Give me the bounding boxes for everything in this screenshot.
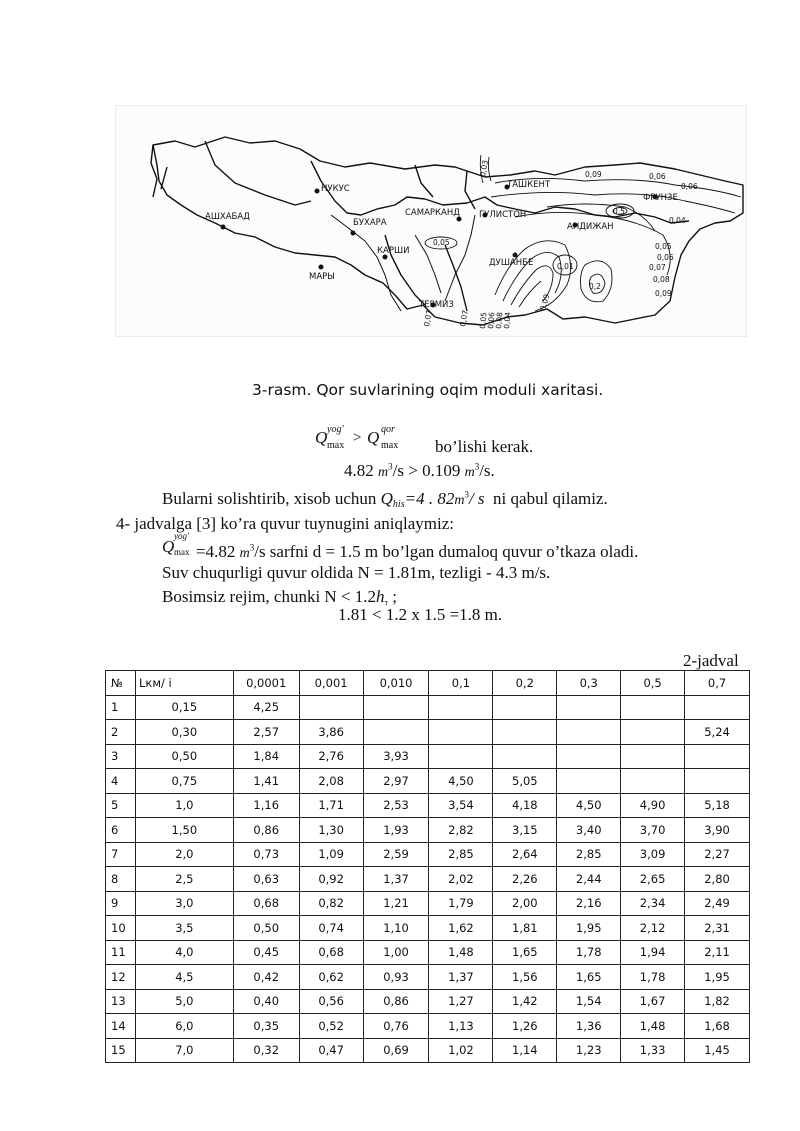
table-cell: 2,31: [685, 916, 750, 941]
table-row: [106, 965, 750, 990]
table-cell: 2,12: [621, 916, 685, 941]
table-cell: 2,59: [363, 842, 429, 867]
table-cell: [557, 695, 621, 720]
table-cell: 1,48: [621, 1014, 685, 1039]
table-cell: 0,68: [299, 940, 363, 965]
table-header-cell: 0,1: [429, 671, 493, 696]
map-city-label: КАРШИ: [377, 246, 410, 256]
table-cell: 1: [106, 695, 136, 720]
figure-caption: 3-rasm. Qor suvlarining oqim moduli xaritasi.: [252, 381, 604, 399]
table-cell: 8: [106, 867, 136, 892]
table-cell: 1,62: [429, 916, 493, 941]
table-cell: 1,78: [621, 965, 685, 990]
formula-sub-right: max: [381, 440, 399, 451]
formula-comparison: [315, 424, 445, 454]
jadval-line: 4- jadvalga [3] ko’ra quvur tuynugini aniqlaymiz:: [116, 514, 455, 533]
table-cell: 1,84: [233, 744, 299, 769]
table-cell: 0,92: [299, 867, 363, 892]
formula-sub-left: max: [327, 440, 345, 451]
table-cell: [557, 744, 621, 769]
isoline-label: 0,2: [589, 282, 601, 291]
table-cell: 4,50: [429, 769, 493, 794]
table-cell: 1,00: [363, 940, 429, 965]
map-city-label: ДУШАНБЕ: [489, 258, 534, 268]
table-row: [106, 793, 750, 818]
table-cell: 3,70: [621, 818, 685, 843]
table-cell: 7: [106, 842, 136, 867]
flow-line: Q yog' max =4.82 $m^3/s$ sarfni d = 1.5 m bo’lgan dumaloq quvur o’tkaza oladi.: [162, 531, 639, 561]
table-cell: 1,23: [557, 1038, 621, 1063]
unit-rest: /s: [392, 461, 404, 480]
table-cell: 1,37: [429, 965, 493, 990]
table-cell: 1,71: [299, 793, 363, 818]
table-cell: 4,5: [135, 965, 233, 990]
value-b: 0.109: [422, 461, 461, 480]
table-row: [106, 1014, 750, 1039]
table-cell: 5: [106, 793, 136, 818]
table-cell: 2,02: [429, 867, 493, 892]
map-city-label: АШХАБАД: [205, 212, 250, 222]
table-cell: 2,65: [621, 867, 685, 892]
table-cell: [621, 769, 685, 794]
comparison-line: 4.82 $m^3/s > 0.109$ $m^3/s$.: [344, 461, 495, 480]
isoline-label: 0,06: [486, 311, 497, 330]
table-cell: 12: [106, 965, 136, 990]
table-cell: 1,42: [493, 989, 557, 1014]
table-cell: 2,85: [557, 842, 621, 867]
value-a: 4.82: [344, 461, 374, 480]
table-cell: 4,0: [135, 940, 233, 965]
table-cell: 0,62: [299, 965, 363, 990]
map-city-label: АНДИЖАН: [567, 222, 614, 232]
table-cell: 3,40: [557, 818, 621, 843]
map-city-label: НУКУС: [321, 184, 350, 194]
table-cell: 0,56: [299, 989, 363, 1014]
isoline-label: 0,03: [478, 159, 490, 178]
table-cell: 1,21: [363, 891, 429, 916]
table-cell: [557, 720, 621, 745]
table-cell: 2,57: [233, 720, 299, 745]
text-before: Bularni solishtirib, xisob uchun: [162, 489, 377, 508]
isoline-label: 0,5: [613, 207, 625, 216]
table-cell: 11: [106, 940, 136, 965]
isoline-label: 0,05: [655, 242, 672, 251]
table-cell: 0,40: [233, 989, 299, 1014]
table-cell: 0,50: [233, 916, 299, 941]
snowmelt-runoff-map: [115, 105, 747, 337]
table-cell: 3,5: [135, 916, 233, 941]
table-cell: 0,30: [135, 720, 233, 745]
table-cell: 0,15: [135, 695, 233, 720]
table-cell: 1,67: [621, 989, 685, 1014]
table-header-cell: 0,5: [621, 671, 685, 696]
table-cell: 1,79: [429, 891, 493, 916]
table-cell: 1,48: [429, 940, 493, 965]
table-cell: [621, 720, 685, 745]
table-row: [106, 916, 750, 941]
table-row: [106, 842, 750, 867]
q-his: Qhis: [380, 489, 405, 510]
table-cell: 1,68: [685, 1014, 750, 1039]
table-cell: 0,82: [299, 891, 363, 916]
formula-tail-text: bo’lishi kerak.: [435, 437, 534, 456]
isoline-label: 0,09: [585, 170, 602, 179]
q-his-value: =4 . 82: [404, 489, 455, 508]
table-cell: 0,76: [363, 1014, 429, 1039]
table-cell: 13: [106, 989, 136, 1014]
unit-rest: / s: [468, 489, 485, 508]
table-row: [106, 818, 750, 843]
table-cell: 6,0: [135, 1014, 233, 1039]
isoline-label: 0,07: [649, 263, 666, 272]
table-cell: 1,09: [299, 842, 363, 867]
table-cell: 1,54: [557, 989, 621, 1014]
map-city-label: ФРУНЗЕ: [643, 193, 678, 203]
isoline-label: 0,06: [649, 172, 666, 181]
table-header-cell: 0,7: [685, 671, 750, 696]
table-cell: 2,26: [493, 867, 557, 892]
table-cell: 1,14: [493, 1038, 557, 1063]
table-cell: 2,34: [621, 891, 685, 916]
isoline-label: 0,06: [657, 253, 674, 262]
table-cell: 1,30: [299, 818, 363, 843]
table-cell: 3,86: [299, 720, 363, 745]
table-cell: 0,35: [233, 1014, 299, 1039]
table-cell: 5,24: [685, 720, 750, 745]
table-cell: [429, 695, 493, 720]
flow-value: =4.82: [196, 542, 236, 561]
table-cell: 1,65: [557, 965, 621, 990]
flow-rest: /s sarfni d = 1.5 m bo’lgan dumaloq quvur o’tkaza oladi.: [254, 542, 639, 561]
table-cell: 0,52: [299, 1014, 363, 1039]
table-header-cell: 0,001: [299, 671, 363, 696]
table-cell: [363, 720, 429, 745]
table-label: 2-jadval: [683, 651, 739, 670]
table-cell: 2,82: [429, 818, 493, 843]
table-cell: 1,50: [135, 818, 233, 843]
table-row: [106, 720, 750, 745]
table-cell: 1,37: [363, 867, 429, 892]
table-cell: 2,85: [429, 842, 493, 867]
table-cell: 0,86: [363, 989, 429, 1014]
table-cell: 2,5: [135, 867, 233, 892]
map-city-label: ГУЛИСТОН: [479, 210, 527, 220]
table-header-cell: 0,3: [557, 671, 621, 696]
table-cell: [685, 695, 750, 720]
table-cell: [621, 695, 685, 720]
table-cell: 0,42: [233, 965, 299, 990]
solishtirib-line: Bularni solishtirib, xisob uchun Qhis=4 . $82m^3/$ s ni qabul qilamiz.: [162, 489, 608, 510]
isoline-label: 0,07: [458, 309, 470, 328]
table-row: [106, 695, 750, 720]
table-cell: 1,81: [493, 916, 557, 941]
table-cell: 0,73: [233, 842, 299, 867]
table-header-cell: Lкм/ i: [135, 671, 233, 696]
table-cell: 1,0: [135, 793, 233, 818]
table-cell: 1,45: [685, 1038, 750, 1063]
table-cell: 1,65: [493, 940, 557, 965]
table-cell: [493, 744, 557, 769]
table-cell: 2,97: [363, 769, 429, 794]
formula-operator: >: [353, 430, 362, 446]
table-cell: 1,02: [429, 1038, 493, 1063]
isoline-label: 0,08: [653, 275, 670, 284]
table-header-cell: 0,010: [363, 671, 429, 696]
isoline-label: 0,04: [502, 311, 513, 330]
table-cell: 3,15: [493, 818, 557, 843]
table-cell: 1,27: [429, 989, 493, 1014]
table-row: [106, 1038, 750, 1063]
table-cell: [621, 744, 685, 769]
table-cell: 2,08: [299, 769, 363, 794]
map-city-label: ТАШКЕНТ: [507, 180, 551, 190]
table-cell: 3,09: [621, 842, 685, 867]
table-cell: 5,0: [135, 989, 233, 1014]
unit-m: m: [239, 546, 250, 561]
table-cell: 2,16: [557, 891, 621, 916]
formula-q-right: Q: [367, 428, 380, 447]
table-row: [106, 891, 750, 916]
table-header-row: [106, 671, 750, 696]
table-cell: 7,0: [135, 1038, 233, 1063]
table-cell: 0,74: [299, 916, 363, 941]
table-cell: 1,26: [493, 1014, 557, 1039]
table-cell: 2,27: [685, 842, 750, 867]
table-cell: 3,90: [685, 818, 750, 843]
table-cell: 1,93: [363, 818, 429, 843]
table-header-cell: 0,0001: [233, 671, 299, 696]
isoline-label: 0,05: [433, 238, 450, 247]
table-cell: [557, 769, 621, 794]
table-cell: 0,69: [363, 1038, 429, 1063]
table-cell: 2: [106, 720, 136, 745]
table-cell: 1,16: [233, 793, 299, 818]
table-cell: 5,18: [685, 793, 750, 818]
table-cell: 2,80: [685, 867, 750, 892]
unit-m: m: [378, 465, 389, 480]
table-cell: 1,95: [685, 965, 750, 990]
table-cell: 6: [106, 818, 136, 843]
isoline-label: 0,06: [681, 182, 698, 191]
h-symbol: h: [376, 587, 385, 606]
formula-q-left: Q: [315, 428, 328, 447]
table-cell: [429, 744, 493, 769]
text-after: ni qabul qilamiz.: [493, 489, 608, 508]
table-row: [106, 769, 750, 794]
check-line: 1.81 < 1.2 x 1.5 =1.8 m.: [338, 605, 503, 624]
map-city-label: САМАРКАНД: [405, 208, 460, 218]
table-cell: 0,68: [233, 891, 299, 916]
map-city-label: БУХАРА: [353, 218, 387, 228]
isoline-label: 0,09: [655, 289, 672, 298]
table-cell: 0,47: [299, 1038, 363, 1063]
table-cell: 1,41: [233, 769, 299, 794]
table-cell: 1,33: [621, 1038, 685, 1063]
table-cell: 0,75: [135, 769, 233, 794]
table-cell: 2,76: [299, 744, 363, 769]
table-cell: 1,13: [429, 1014, 493, 1039]
table-cell: 1,95: [557, 916, 621, 941]
unit-m: m: [454, 493, 465, 508]
table-cell: 14: [106, 1014, 136, 1039]
table-cell: 4,25: [233, 695, 299, 720]
isoline-label: 0,01: [557, 262, 574, 271]
formula-sup-left: yog': [327, 424, 344, 435]
table-row: [106, 989, 750, 1014]
unit-m: m: [464, 465, 475, 480]
isoline-label: 0,07: [422, 309, 434, 328]
isoline-label: 0,05: [478, 311, 489, 330]
table-cell: 0,93: [363, 965, 429, 990]
table-row: [106, 940, 750, 965]
map-city-label: ТЕРМИЗ: [419, 300, 454, 310]
table-cell: 4,50: [557, 793, 621, 818]
table-cell: 4,18: [493, 793, 557, 818]
table-cell: 2,44: [557, 867, 621, 892]
table-cell: 4,90: [621, 793, 685, 818]
table-cell: 1,82: [685, 989, 750, 1014]
table-cell: 3,0: [135, 891, 233, 916]
regime-line: Bosimsiz rejim, chunki N < 1.2hт ;: [162, 587, 398, 607]
table-cell: 5,05: [493, 769, 557, 794]
table-cell: 1,94: [621, 940, 685, 965]
unit-rest: /s: [479, 461, 491, 480]
table-cell: 1,10: [363, 916, 429, 941]
table-cell: 2,0: [135, 842, 233, 867]
table-cell: 2,64: [493, 842, 557, 867]
table-cell: [685, 744, 750, 769]
table-cell: 3: [106, 744, 136, 769]
table-cell: 1,36: [557, 1014, 621, 1039]
table-row: [106, 867, 750, 892]
table-cell: 3,93: [363, 744, 429, 769]
table-cell: 1,56: [493, 965, 557, 990]
data-table: [105, 670, 750, 1063]
formula-sup-right: qor: [381, 424, 395, 435]
isoline-label: 0,09: [538, 293, 552, 312]
table-cell: 1,78: [557, 940, 621, 965]
depth-line: Suv chuqurligi quvur oldida N = 1.81m, tezligi - 4.3 m/s.: [162, 563, 551, 582]
table-cell: 0,50: [135, 744, 233, 769]
table-cell: 9: [106, 891, 136, 916]
table-cell: 15: [106, 1038, 136, 1063]
table-header-cell: 0,2: [493, 671, 557, 696]
table-cell: 10: [106, 916, 136, 941]
table-cell: 2,49: [685, 891, 750, 916]
table-cell: [429, 720, 493, 745]
table-cell: 2,11: [685, 940, 750, 965]
isoline-label: 0,04: [669, 216, 686, 225]
table-cell: 0,45: [233, 940, 299, 965]
table-cell: [493, 720, 557, 745]
table-cell: 4: [106, 769, 136, 794]
table-cell: [685, 769, 750, 794]
table-cell: [363, 695, 429, 720]
table-cell: 2,53: [363, 793, 429, 818]
table-cell: 2,00: [493, 891, 557, 916]
isoline-label: 0,08: [494, 311, 505, 330]
table-cell: [493, 695, 557, 720]
map-city-label: МАРЫ: [309, 272, 335, 282]
table-cell: 0,63: [233, 867, 299, 892]
table-cell: 0,86: [233, 818, 299, 843]
table-cell: 0,32: [233, 1038, 299, 1063]
table-cell: 3,54: [429, 793, 493, 818]
table-cell: [299, 695, 363, 720]
table-row: [106, 744, 750, 769]
table-header-cell: №: [106, 671, 136, 696]
